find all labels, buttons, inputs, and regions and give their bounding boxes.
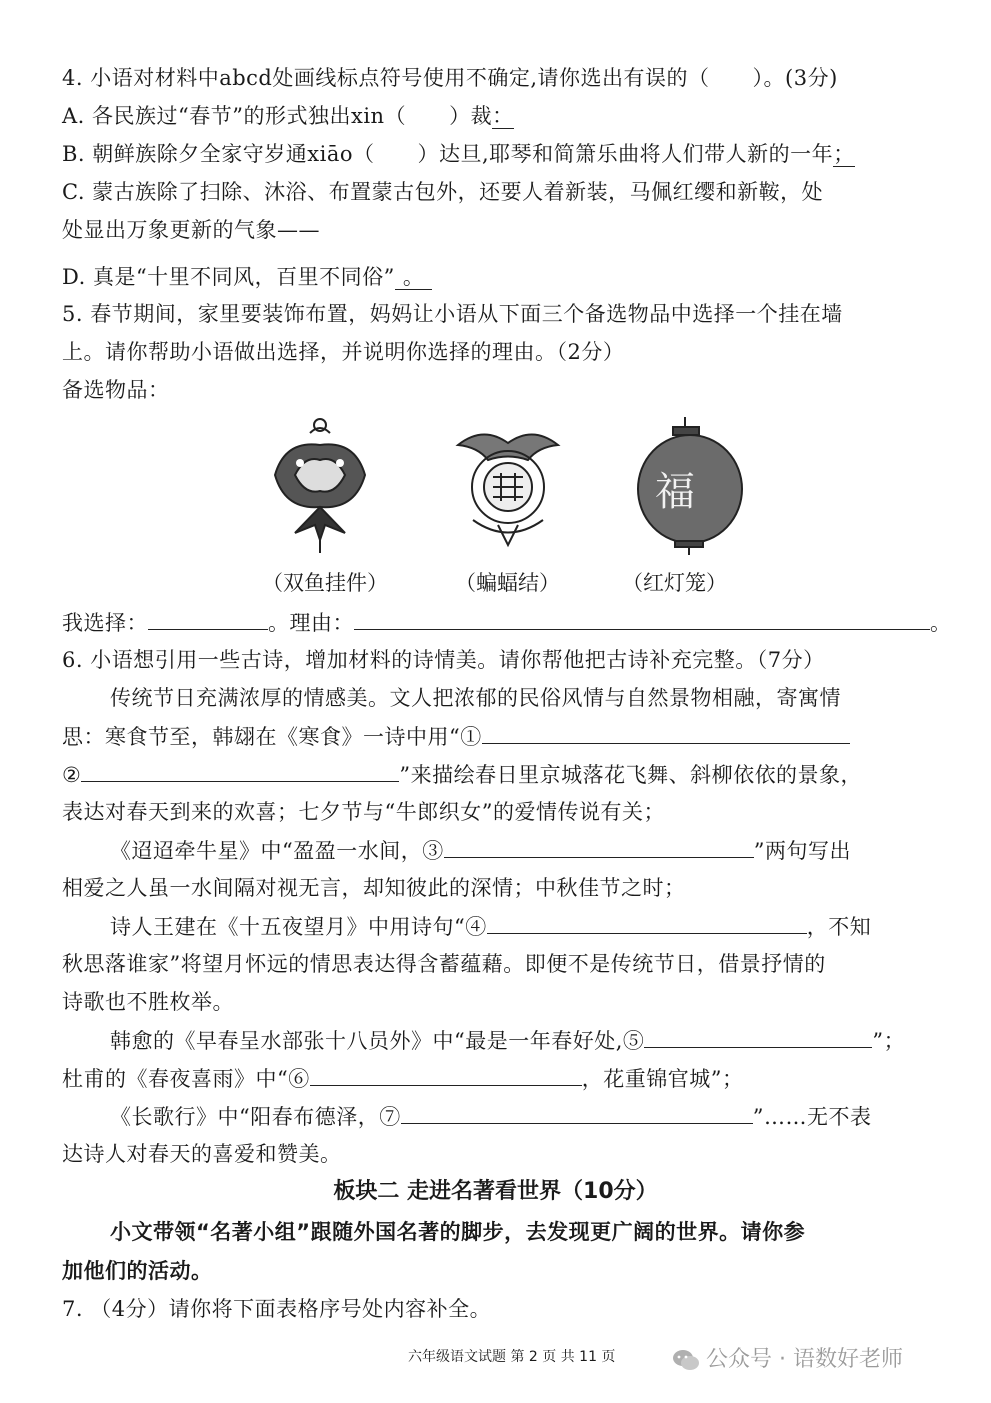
q4-option-a-text: A. 各民族过“春节”的形式独出xin（ ）裁 — [62, 104, 493, 128]
q6-blank2-label: ② — [62, 763, 82, 787]
q4-option-b-text: B. 朝鲜族除夕全家守岁通xiāo（ ）达旦,耶琴和简箫乐曲将人们带人新的一年 — [62, 142, 834, 166]
q6-blank-4[interactable] — [487, 911, 807, 934]
red-lantern-icon — [635, 415, 765, 555]
q6-blank3-label: 《迢迢牵牛星》中“盈盈一水间，③ — [110, 839, 444, 863]
q5-reason-blank[interactable] — [354, 607, 930, 630]
q6-blank-6[interactable] — [310, 1063, 582, 1086]
q4-option-c-line2 — [62, 215, 942, 245]
q6-blank1-label: 思：寒食节至，韩翃在《寒食》一诗中用“① — [62, 725, 482, 749]
q4-option-b-mark: ； — [833, 142, 855, 166]
q4-option-d — [62, 262, 942, 292]
q6-paragraph-line6: 相爱之人虽一水间隔对视无言，却知彼此的深情；中秋佳节之时； — [62, 876, 686, 900]
q6-paragraph-line3 — [62, 759, 942, 790]
q4-option-c-mark: —— — [277, 218, 320, 242]
q4-option-c-text: 处显出万象更新的气象 — [62, 218, 277, 242]
q6-paragraph-line1: 传统节日充满浓厚的情感美。文人把浓郁的民俗风情与自然景物相融，寄寓情 — [110, 686, 841, 710]
section2-title: 板块二 走进名著看世界（10分） — [333, 1179, 658, 1204]
page-footer: 六年级语文试题 第 2 页 共 11 页 — [408, 1349, 616, 1365]
q6-blank5-label: 韩愈的《早春呈水部张十八员外》中“最是一年春好处,⑤ — [110, 1029, 645, 1053]
q6-paragraph-line7 — [110, 911, 942, 942]
q4-stem: 4. 小语对材料中abcd处画线标点符号使用不确定,请你选出有误的（ ）。(3分) — [62, 66, 838, 90]
watermark — [672, 1342, 903, 1373]
section2-intro-line2: 加他们的活动。 — [62, 1259, 213, 1283]
q5-item-caption-1: （双鱼挂件） — [262, 571, 388, 595]
wechat-icon — [672, 1349, 700, 1371]
q5-line2: 上。请你帮助小语做出选择，并说明你选择的理由。（2分） — [62, 340, 625, 364]
q6-blank-5[interactable] — [644, 1025, 872, 1048]
q6-blank7-label: 《长歌行》中“阳春布德泽，⑦ — [110, 1105, 401, 1129]
bat-knot-icon — [443, 415, 573, 555]
q6-paragraph-line2 — [62, 721, 942, 752]
q6-blank-2[interactable] — [81, 759, 399, 782]
q6-paragraph-line4: 表达对春天到来的欢喜；七夕节与“牛郎织女”的爱情传说有关； — [62, 800, 665, 824]
q7-stem: 7. （4分）请你将下面表格序号处内容补全。 — [62, 1297, 492, 1321]
lantern-fu-character: 福 — [655, 469, 695, 515]
q4-option-d-text: D. 真是“十里不同风，百里不同俗” — [62, 265, 395, 289]
q6-line3-text: ”来描绘春日里京城落花飞舞、斜柳依依的景象， — [399, 763, 863, 787]
q4-option-c-line1: C. 蒙古族除了扫除、沐浴、布置蒙古包外，还要人着新装，马佩红缨和新鞍，处 — [62, 180, 824, 204]
q5-item-caption-3: （红灯笼） — [622, 571, 727, 595]
q5-items-label: 备选物品： — [62, 378, 170, 402]
section2-intro-line1: 小文带领“名著小组”跟随外国名著的脚步，去发现更广阔的世界。请你参 — [110, 1220, 806, 1244]
q6-paragraph-line9: 诗歌也不胜枚举。 — [62, 990, 234, 1014]
q6-blank4-label: 诗人王建在《十五夜望月》中用诗句“④ — [110, 915, 487, 939]
q6-paragraph-line10 — [110, 1025, 942, 1056]
q6-line5-text: ”两句写出 — [753, 839, 851, 863]
q4-option-d-mark: 。 — [395, 265, 433, 290]
q6-line7-text: ，不知 — [806, 915, 872, 939]
q5-reason-label: 。理由： — [268, 611, 354, 635]
q5-answer-line — [62, 607, 952, 638]
q6-paragraph-line8: 秋思落谁家”将望月怀远的情思表达得含蓄蕴藉。即便不是传统节日，借景抒情的 — [62, 952, 826, 976]
q6-paragraph-line11 — [62, 1063, 942, 1094]
q6-blank6-label: 杜甫的《春夜喜雨》中“⑥ — [62, 1067, 310, 1091]
q5-choose-blank[interactable] — [148, 607, 268, 630]
q5-line1: 5. 春节期间，家里要装饰布置，妈妈让小语从下面三个备选物品中选择一个挂在墙 — [62, 302, 843, 326]
q6-line11-text: ，花重锦官城”； — [581, 1067, 744, 1091]
q6-line12-text: ”……无不表 — [752, 1105, 872, 1129]
q5-end-mark: 。 — [930, 611, 952, 635]
q5-items-gallery — [255, 415, 765, 560]
q6-line10-text: ”； — [872, 1029, 906, 1053]
q6-blank-3[interactable] — [444, 835, 754, 858]
q4-option-a — [62, 101, 942, 131]
q6-stem: 6. 小语想引用一些古诗，增加材料的诗情美。请你帮他把古诗补充完整。（7分） — [62, 648, 825, 672]
watermark-text: 公众号 · 语数好老师 — [706, 1347, 903, 1372]
q6-paragraph-line13: 达诗人对春天的喜爱和赞美。 — [62, 1142, 342, 1166]
double-fish-ornament-icon — [255, 415, 385, 555]
q4-option-a-mark: ： — [492, 104, 514, 128]
q4-option-b — [62, 139, 942, 169]
q6-blank-7[interactable] — [401, 1101, 753, 1124]
q5-item-caption-2: （蝙蝠结） — [455, 571, 560, 595]
q6-paragraph-line5 — [110, 835, 942, 866]
q5-choose-label: 我选择： — [62, 611, 148, 635]
q6-paragraph-line12 — [110, 1101, 942, 1132]
q6-blank-1[interactable] — [482, 721, 850, 744]
